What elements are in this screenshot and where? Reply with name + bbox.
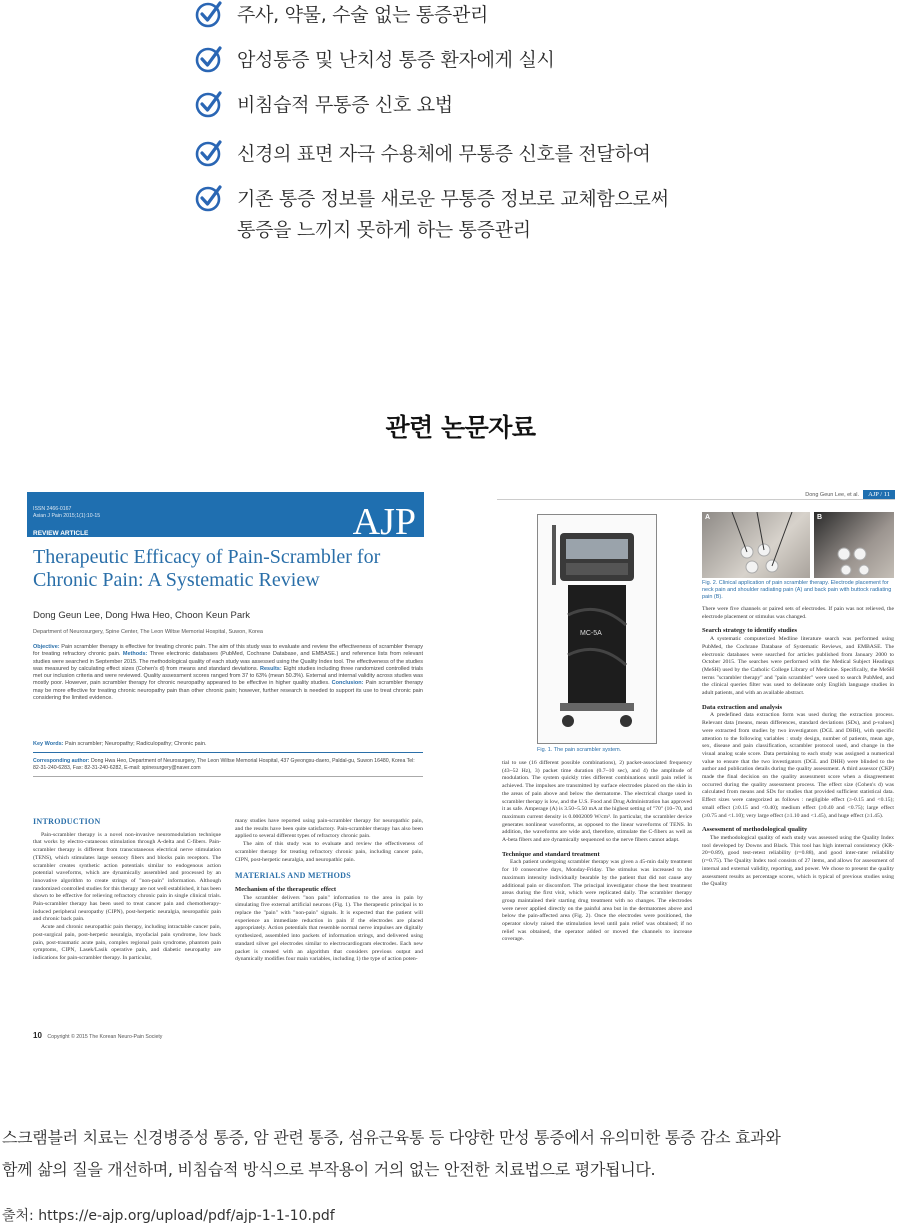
journal-abbr: AJP bbox=[868, 491, 879, 498]
device-label: MC-5A bbox=[580, 630, 602, 637]
paragraph: Pain-scrambler therapy is a novel non-invasive neuromodulation technique that works by electro-cutaneous stimulation through A-delta and C-fibers. Pain-scrambler therapy is different from transcutaneous electrical nerve stimulation (TENS), which stimulates large sensory fibers and blocks pain receptors. The scrambler creates synthetic action potentials similar to endogenous action potential waveforms, which are dynamically assembled and processed by an innovative algorithm to create strings of "non-pain" information. Although randomized controlled studies for this therapy are not well established, it has been shown to be effective for relieving refractory chronic pain in single clinical trials. Pain-scrambler therapy has been used to treat cancer pain and chemotherapy-induced peripheral neuropathy (CIPN), post-herpetic neuralgia, neuropathic pain and chronic back pain. bbox=[33, 831, 221, 923]
photo-label: B bbox=[817, 514, 823, 521]
divider bbox=[497, 499, 895, 500]
copyright: Copyright © 2015 The Korean Neuro-Pain Society bbox=[47, 1034, 163, 1040]
methods-heading: MATERIALS AND METHODS bbox=[235, 871, 351, 881]
paper-column-1 bbox=[33, 818, 221, 963]
abstract-text: Pain scrambler therapy may be more effective for treating chronic neuropathy pain than other chronic pain; however, further research is needed to support its use to treat chronic pain considering the limited evidence. bbox=[33, 680, 424, 702]
photo-label: A bbox=[705, 514, 711, 521]
checklist-item bbox=[195, 90, 453, 121]
subheading: Assessment of methodological quality bbox=[702, 826, 808, 834]
paragraph: A predefined data extraction form was used during the extraction process. Relevant data [means, mean differences, standard deviations (SDs), and p-values] were extracted from studies by two investigators (DGL and DHH), with specific attention to the following variables : study design, number of patients, mean age, sex, disease and pain classification, scrambler protocol used, and change in the visual analog scale score. Data pertaining to each study was assigned a numerical value to ensure that the two investigators (DGL and DHH) were blinded to the author and publication details during the quality assessment. A third assessor (CKP) made the final decision on the quality assessment score when a disagreement occurred during the quality assessment process. The effect size (Cohen's d) was calculated from means and SDs for studies that provided sufficient statistical data. Effect sizes were categorized as follows : negligible effect (≥-0.15 and <0.15); small effect (≥0.15 and <0.40); medium effect (≥0.40 and <0.75); large effect (≥0.75 and <1.10); very large effect (≥1.10 and <1.45), and huge effect (≥1.45). bbox=[702, 712, 894, 819]
abstract-label: Methods: bbox=[122, 651, 148, 658]
journal-badge: AJP / 11 bbox=[863, 490, 895, 499]
paper-page-left bbox=[27, 484, 427, 1044]
checklist-item bbox=[195, 45, 555, 76]
running-head bbox=[805, 490, 895, 499]
paper-authors: Dong Geun Lee, Dong Hwa Heo, Choon Keun Park bbox=[33, 610, 251, 621]
checklist-text: 주사, 약물, 수술 없는 통증관리 bbox=[237, 4, 489, 26]
page-number: 11 bbox=[883, 491, 890, 498]
paragraph: Acute and chronic neuropathic pain therapy, including intractable cancer pain, post-surgical pain, post-herpetic neuralgia, myofacial pain syndrome, low back pain, post-traumatic acute pain, complex regional pain syndrome, phantom pain symptoms, CIPN, Lasek/Lasik operative pain, and diabetic neuropathy are indications for pain-scrambler therapy. In particular, bbox=[33, 924, 221, 961]
fig2-photos bbox=[702, 512, 894, 578]
paragraph: The methodological quality of each study was assessed using the Quality Index tool developed by Downs and Black. This tool has high internal consistency (KR-20=0.89), good test-retest reliability (r=0.88), and good inter-rater reliability (r=0.75). The Quality Index tool consists of 27 items, and allows for assessment of internal and external validity, reporting, and power. We chose to present the quality assessment results as percentage scores, which is typical of previous studies using the Quality bbox=[702, 834, 894, 888]
paragraph: There were five channels or paired sets of electrodes. If pain was not relieved, the electrode placement or stimulus was changed. bbox=[702, 606, 894, 620]
running-head-authors: Dong Geun Lee, et al. bbox=[805, 491, 860, 498]
paper-column-2 bbox=[702, 606, 894, 889]
divider bbox=[33, 752, 423, 753]
paragraph: The aim of this study was to evaluate and review the effectiveness of scrambler therapy for treating refractory chronic pain, including cancer pain, CIPN, post-herpetic neuralgia, and neuropathic pain. bbox=[235, 841, 423, 863]
pain-scrambler-device-image bbox=[538, 515, 656, 743]
issn: ISSN 2466-0167 bbox=[33, 506, 72, 512]
device-figure bbox=[537, 514, 657, 744]
paper-title: Therapeutic Efficacy of Pain-Scrambler for Chronic Pain: A Systematic Review bbox=[33, 546, 381, 591]
page-number: 10 bbox=[33, 1031, 42, 1040]
abstract-label: Conclusion: bbox=[331, 680, 364, 687]
paragraph: many studies have reported using pain-scrambler therapy for neuropathic pain, and the results have been quite satisfactory. Pain-scrambler therapy has also been applied to several different types of refractory chronic pain. bbox=[235, 818, 423, 840]
electrode-icon bbox=[814, 512, 894, 578]
photo-a bbox=[702, 512, 810, 578]
fig2-caption: Fig. 2. Clinical application of pain scrambler therapy. Electrode placement for neck pain and shoulder radiating pain (A) and back pain with buttock radiating pain (B). bbox=[702, 580, 892, 600]
checklist-item bbox=[195, 139, 651, 170]
paper-affiliation: Department of Neurosurgery, Spine Center, The Leon Wiltse Memorial Hospital, Suwon, Korea bbox=[33, 629, 263, 635]
paragraph: tial to use (16 different possible combinations), 2) packet-associated frequency (43~52 Hz), 3) packet time duration (0.7~10 sec), and 4) the amplitude of modulation. The system quickly tries different combinations until pain relief is achieved. The impulses are transmitted by surface electrodes placed on the skin in the areas of pain above and below the dermatome. The electrical charge used in scrambler therapy is low, and the U.S. Food and Drug Administration has approved it as safe. Amperage (A) is 3.50~5.50 mA at the highest setting of "70" (10~70, and maximum current density is 0.0002009 W/cm². In particular, the scrambler device generates nonlinear waveforms, as opposed to the linear waveforms of TENS. In addition, the waveforms are wide and, therefore, stimulate the C-fibers as well as A-beta fibers and are dynamically sequenced so the nerve fibers cannot adapt. bbox=[502, 760, 692, 844]
paragraph: Each patient undergoing scrambler therapy was given a 45-min daily treatment for 10 consecutive days, Monday-Friday. The stimulus was increased to the maximum intensity individually bearable by the patient that did not cause any additional pain or discomfort. The principal investigator chose the best treatment areas during the first visit, which were replicated daily. The scrambler therapy group maintained their starting drug treatment with no changes. The electrodes were never applied directly on the painful area but in the dermatomes above and below the pain-affected area (Fig. 2). Once the electrodes were positioned, the operator slowly raised the stimulation level until pain relief was obtained; if no relief was obtained, the operator added or moved the channels to increase coverage. bbox=[502, 859, 692, 943]
paper-column-2 bbox=[235, 818, 423, 964]
journal-logo: AJP bbox=[352, 501, 416, 543]
check-circle-icon bbox=[195, 90, 223, 118]
check-circle-icon bbox=[195, 139, 223, 167]
check-circle-icon bbox=[195, 0, 223, 28]
subheading: Data extraction and analysis bbox=[702, 703, 783, 711]
checklist-text: 신경의 표면 자극 수용체에 무통증 신호를 전달하여 bbox=[237, 143, 651, 165]
divider bbox=[33, 776, 423, 777]
article-type: REVIEW ARTICLE bbox=[33, 530, 89, 537]
abstract-label: Results: bbox=[259, 665, 282, 672]
abstract-text: Three electronic databases (PubMed, Cochrane Database, and EMBASE.) and reference lists from relevant studies were searched in September 2015. The methodological quality of each study was assessed using the Quality Index tool. The effectiveness of the studies was measured by calculating effect sizes (Cohen's d) from means and standard deviations. bbox=[33, 651, 424, 672]
check-circle-icon bbox=[195, 184, 223, 212]
fig1-caption: Fig. 1. The pain scrambler system. bbox=[537, 747, 622, 753]
electrode-icon bbox=[702, 512, 810, 578]
subheading: Mechanism of the therapeutic effect bbox=[235, 885, 337, 893]
subheading: Search strategy to identify studies bbox=[702, 627, 798, 635]
section-title: 관련 논문자료 bbox=[385, 413, 536, 442]
abstract-label: Objective: bbox=[33, 644, 60, 650]
source-citation: 출처: https://e-ajp.org/upload/pdf/ajp-1-1-10.pdf bbox=[2, 1208, 335, 1224]
checklist-item bbox=[195, 184, 669, 246]
photo-b bbox=[814, 512, 894, 578]
paragraph: A systematic computerized Medline literature search was performed using PubMed, the Cochrane Database of Systematic Reviews, and EMBASE. The electronic databases were searched for articles published from January 2000 to October 2015. The searches were performed with the Medical Subject Headings (MeSH) used by the Catholic College Library of Medicine. Specifically, the MeSH terms "scrambler therapy" and "pain scrambler" were used to search PubMed, and the clinical queries filter was used to delineate only English language studies in adult patients, and with an available abstract. bbox=[702, 636, 894, 697]
summary-text: 스크램블러 치료는 신경병증성 통증, 암 관련 통증, 섬유근육통 등 다양한 만성 통증에서 유의미한 통증 감소 효과와 함께 삶의 질을 개선하며, 비침습적 방식으로 부작용이 거의 없는 안전한 치료법으로 평가됩니다. bbox=[2, 1128, 781, 1179]
intro-heading: INTRODUCTION bbox=[33, 817, 101, 826]
check-circle-icon bbox=[195, 45, 223, 73]
checklist-text: 기존 통증 정보를 새로운 무통증 정보로 교체함으로써 통증을 느끼지 못하게 하는 통증관리 bbox=[237, 188, 669, 241]
corr-text: Dong Hwa Heo, Department of Neurosurgery, The Leon Wiltse Memorial Hospital, 437 Gyeongsu-daero, Paldal-gu, Suwon 16480, Korea Tel: 82-31-240-6283, Fax: 82-31-240-6282, E-mail: spinesurgery@naver.com bbox=[33, 758, 415, 771]
checklist-text: 비침습적 무통증 신호 요법 bbox=[237, 94, 453, 116]
keywords-label: Key Words: bbox=[33, 741, 64, 747]
page-footer bbox=[33, 1031, 162, 1040]
journal-header-band bbox=[27, 492, 424, 543]
paper-abstract bbox=[33, 644, 423, 702]
paper-page-right bbox=[497, 484, 895, 984]
abstract-text: Pain scrambler therapy is effective for treating chronic pain. The aim of this study was to evaluate and review the effectiveness of scrambler therapy for treating refractory chronic pain. bbox=[33, 644, 423, 658]
subheading: Technique and standard treatment bbox=[502, 850, 600, 858]
abstract-text: Eight studies including three randomized controlled trials met our inclusion criteria and were reviewed. Quality assessment scores ranged from 37 to 63% (mean 50.3%). External and internal validity across studies was mostly poor. However, pain scrambler therapy for chronic neuropathy appeared to be effective in higher quality studies. bbox=[33, 665, 423, 687]
citation: Asian J Pain 2015;1(1):10-15 bbox=[33, 513, 101, 519]
checklist-text: 암성통증 및 난치성 통증 환자에게 실시 bbox=[237, 49, 555, 71]
keywords-text: Pain scrambler; Neuropathy; Radiculopathy; Chronic pain. bbox=[65, 741, 207, 747]
paragraph: The scrambler delivers "non pain" information to the area in pain by simulating five external artificial neurons (Fig. 1). The therapeutic principal is to replace the "pain" with "non-pain" signals. It is expected that the patient will experience an immediate reduction in pain if the electrodes are placed appropriately. Action potentials that resemble normal nerve impulses are digitally synthesized, assembled into packets of information strings, and delivered using standard silver gel electrodes similar to electrocardiogram electrodes. Each new packet is created with an algorithm that considers previous output and dynamically modifies four main variables, including 1) the type of action poten- bbox=[235, 894, 423, 963]
checklist-item bbox=[195, 0, 488, 31]
journal-meta bbox=[33, 506, 100, 520]
keywords bbox=[33, 741, 207, 747]
corresponding-author bbox=[33, 758, 423, 772]
corr-label: Corresponding author: bbox=[33, 758, 90, 764]
paper-column-1 bbox=[502, 760, 692, 944]
